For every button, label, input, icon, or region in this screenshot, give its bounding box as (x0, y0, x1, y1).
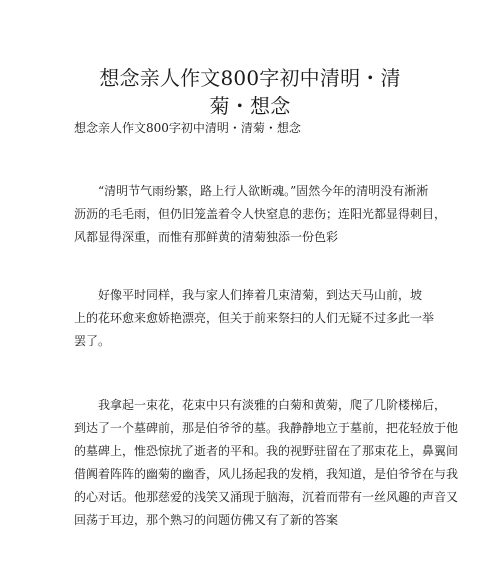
paragraph-3 (74, 394, 459, 532)
paragraph-line: 上的花环愈来愈娇艳漂亮，但关于前来祭扫的人们无疑不过多此一举 (74, 311, 435, 325)
document-subtitle: 想念亲人作文800字初中清明・清菊・想念 (74, 121, 301, 135)
paragraph-line: 风都显得深重，而惟有那鲜黄的清菊独添一份色彩 (74, 230, 339, 244)
paragraph-line: 回荡于耳边，那个熟习的问题仿佛又有了新的答案 (74, 513, 339, 527)
paragraph-2 (74, 284, 444, 353)
paragraph-line: 我拿起一束花，花束中只有淡雅的白菊和黄菊，爬了几阶楼梯后， (74, 398, 447, 412)
paragraph-line: 沥沥的毛毛雨，但仍旧笼盖着令人快窒息的悲伤；连阳光都显得刺目， (74, 207, 447, 221)
paragraph-line: 罢了。 (74, 334, 111, 348)
paragraph-1 (74, 180, 447, 249)
paragraph-line: 的墓碑上，惟恐惊扰了逝者的平和。我的视野驻留在了那束花上，鼻翼间 (74, 444, 459, 458)
paragraph-line: “清明节气雨纷繁，路上行人欲断魂。”固然今年的清明没有淅淅 (74, 184, 429, 198)
paragraph-line: 借阗着阵阵的幽菊的幽香，风儿扬起我的发梢，我知道，是伯爷爷在与我 (74, 467, 459, 481)
paragraph-line: 到达了一个墓碑前，那是伯爷爷的墓。我静静地立于墓前，把花轻放于他 (74, 421, 459, 435)
title-line-2: 菊・想念 (209, 94, 291, 118)
title-line-1: 想念亲人作文800字初中清明・清 (99, 66, 401, 90)
paragraph-line: 的心对话。他那慈爱的浅笑又涌现于脑海，沉着而带有一丝风趣的声音又 (74, 490, 459, 504)
document-title (60, 64, 440, 120)
paragraph-line: 好像平时同样，我与家人们捧着几束清菊，到达天马山前，坡 (74, 288, 423, 302)
